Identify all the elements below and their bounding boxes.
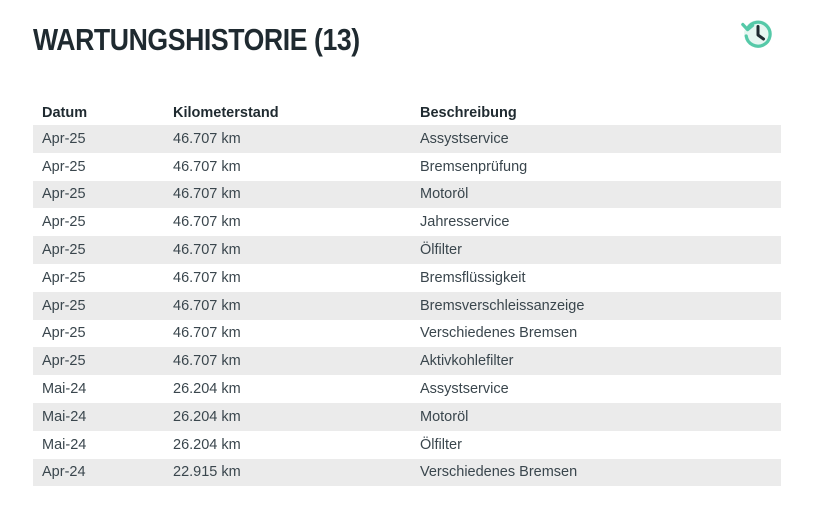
cell-description: Aktivkohlefilter: [411, 347, 781, 375]
cell-mileage: 46.707 km: [164, 125, 411, 153]
table-row: [33, 403, 781, 431]
table-row: [33, 459, 781, 487]
cell-description: Assystservice: [411, 375, 781, 403]
cell-description: Verschiedenes Bremsen: [411, 320, 781, 348]
page-header: [33, 18, 781, 64]
table-row: [33, 181, 781, 209]
cell-mileage: 26.204 km: [164, 403, 411, 431]
cell-date: Mai-24: [33, 375, 164, 403]
page-title: WARTUNGSHISTORIE (13): [33, 22, 360, 57]
history-icon: [740, 16, 776, 52]
cell-description: Bremsverschleissanzeige: [411, 292, 781, 320]
cell-description: Ölfilter: [411, 236, 781, 264]
cell-date: Apr-25: [33, 320, 164, 348]
cell-date: Mai-24: [33, 403, 164, 431]
column-header-description[interactable]: Beschreibung: [420, 104, 517, 121]
cell-date: Mai-24: [33, 431, 164, 459]
cell-mileage: 46.707 km: [164, 347, 411, 375]
cell-description: Bremsenprüfung: [411, 153, 781, 181]
table-row: [33, 320, 781, 348]
cell-mileage: 46.707 km: [164, 292, 411, 320]
cell-mileage: 26.204 km: [164, 375, 411, 403]
column-header-mileage[interactable]: Kilometerstand: [173, 104, 279, 121]
cell-mileage: 46.707 km: [164, 264, 411, 292]
cell-mileage: 46.707 km: [164, 236, 411, 264]
cell-date: Apr-25: [33, 264, 164, 292]
table-row: [33, 153, 781, 181]
table-row: [33, 375, 781, 403]
cell-description: Verschiedenes Bremsen: [411, 459, 781, 487]
cell-date: Apr-25: [33, 153, 164, 181]
table-row: [33, 125, 781, 153]
cell-date: Apr-25: [33, 236, 164, 264]
cell-date: Apr-25: [33, 292, 164, 320]
cell-date: Apr-25: [33, 181, 164, 209]
cell-description: Motoröl: [411, 403, 781, 431]
cell-description: Jahresservice: [411, 208, 781, 236]
cell-mileage: 46.707 km: [164, 320, 411, 348]
table-header-row: [33, 100, 781, 125]
maintenance-table-container: [33, 100, 781, 486]
table-row: [33, 347, 781, 375]
cell-description: Assystservice: [411, 125, 781, 153]
table-row: [33, 236, 781, 264]
cell-description: Motoröl: [411, 181, 781, 209]
table-row: [33, 264, 781, 292]
cell-date: Apr-24: [33, 459, 164, 487]
cell-mileage: 22.915 km: [164, 459, 411, 487]
cell-mileage: 46.707 km: [164, 208, 411, 236]
cell-date: Apr-25: [33, 208, 164, 236]
cell-mileage: 46.707 km: [164, 153, 411, 181]
cell-description: Ölfilter: [411, 431, 781, 459]
cell-mileage: 26.204 km: [164, 431, 411, 459]
history-button[interactable]: [739, 15, 777, 53]
column-header-date[interactable]: Datum: [42, 104, 88, 121]
cell-mileage: 46.707 km: [164, 181, 411, 209]
maintenance-history-table: [33, 100, 781, 486]
table-row: [33, 431, 781, 459]
cell-description: Bremsflüssigkeit: [411, 264, 781, 292]
table-row: [33, 208, 781, 236]
cell-date: Apr-25: [33, 125, 164, 153]
table-row: [33, 292, 781, 320]
cell-date: Apr-25: [33, 347, 164, 375]
